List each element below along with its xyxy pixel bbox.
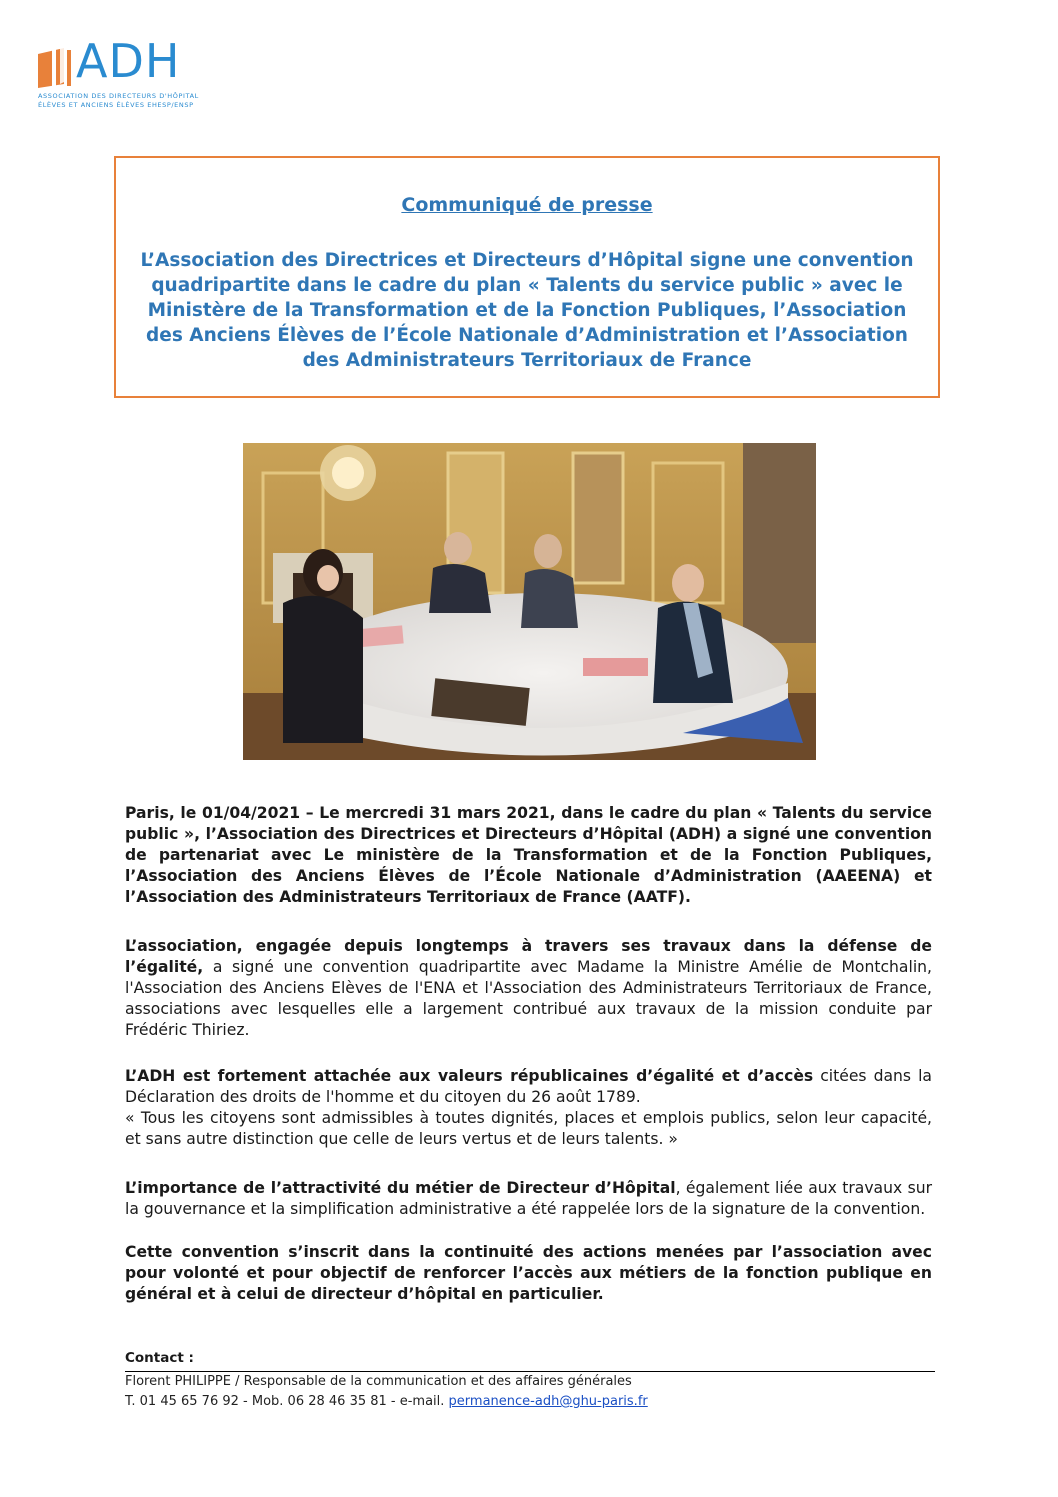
logo-subtitle-1: ASSOCIATION DES DIRECTEURS D'HÔPITAL (38, 92, 199, 100)
adh-logo (34, 36, 234, 116)
contact-email-link[interactable]: permanence-adh@ghu-paris.fr (448, 1394, 648, 1409)
contact-person: Florent PHILIPPE / Responsable de la communication et des affaires générales (125, 1374, 632, 1389)
paragraph-attractivity-rest: , également liée aux travaux sur la gouvernance et la simplification administrative a été rappelée lors de la signature de la convention. (125, 1179, 932, 1218)
paragraph-attractivity (125, 1178, 932, 1220)
paragraph-values (125, 1066, 932, 1150)
paragraph-continuity: Cette convention s’inscrit dans la continuité des actions menées par l’association avec pour volonté et pour objectif de renforcer l’accès aux métiers de la fonction publique en général et à celui de directeur d’hôpital en particulier. (125, 1243, 932, 1303)
press-title: L’Association des Directrices et Directeurs d’Hôpital signe une convention quadripartite dans le cadre du plan « Talents du service public » avec le Ministère de la Transformation et de la Fonction Publiques, l’Association des Anciens Élèves de l’École Nationale d’Administration et l’Association des Administrateurs Territoriaux de France (140, 250, 914, 371)
contact-divider (125, 1371, 935, 1372)
logo-subtitle-2: ÉLÈVES ET ANCIENS ÉLÈVES EHESP/ENSP (38, 101, 194, 109)
paragraph-association (125, 936, 932, 1041)
paragraph-attractivity-bold: L’importance de l’attractivité du métier de Directeur d’Hôpital (125, 1179, 676, 1197)
paragraph-intro: Paris, le 01/04/2021 – Le mercredi 31 mars 2021, dans le cadre du plan « Talents du service public », l’Association des Directrices et Directeurs d’Hôpital (ADH) a signé une convention de partenariat avec Le ministère de la Transformation et de la Fonction Publiques, l’Association des Anciens Élèves de l’École Nationale d’Administration (AAEENA) et l’Association des Administrateurs Territoriaux de France (AATF). (125, 804, 932, 906)
contact-phones: T. 01 45 65 76 92 - Mob. 06 28 46 35 81 - e-mail. (125, 1394, 449, 1409)
paragraph-values-rest: citées dans la Déclaration des droits de l'homme et du citoyen du 26 août 1789. (125, 1067, 932, 1106)
paragraph-association-bold: L’association, engagée depuis longtemps à travers ses travaux dans la défense de l’égalité, (125, 937, 932, 976)
press-release-box (114, 156, 940, 398)
paragraph-values-bold: L’ADH est fortement attachée aux valeurs républicaines d’égalité et d’accès (125, 1067, 814, 1085)
logo-wordmark: ADH (76, 34, 181, 88)
paragraph-association-rest: a signé une convention quadripartite avec Madame la Ministre Amélie de Montchalin, l'Association des Anciens Elèves de l'ENA et l'Association des Administrateurs Territoriaux de France, associations avec lesquelles elle a largement contribué aux travaux de la mission conduite par Frédéric Thiriez. (125, 958, 932, 1039)
signing-ceremony-photo (243, 443, 816, 760)
contact-details (125, 1394, 648, 1409)
press-heading: Communiqué de presse (401, 194, 653, 216)
contact-label: Contact : (125, 1350, 194, 1366)
paragraph-values-quote: « Tous les citoyens sont admissibles à toutes dignités, places et emplois publics, selon leur capacité, et sans autre distinction que celle de leurs vertus et de leurs talents. » (125, 1109, 932, 1148)
